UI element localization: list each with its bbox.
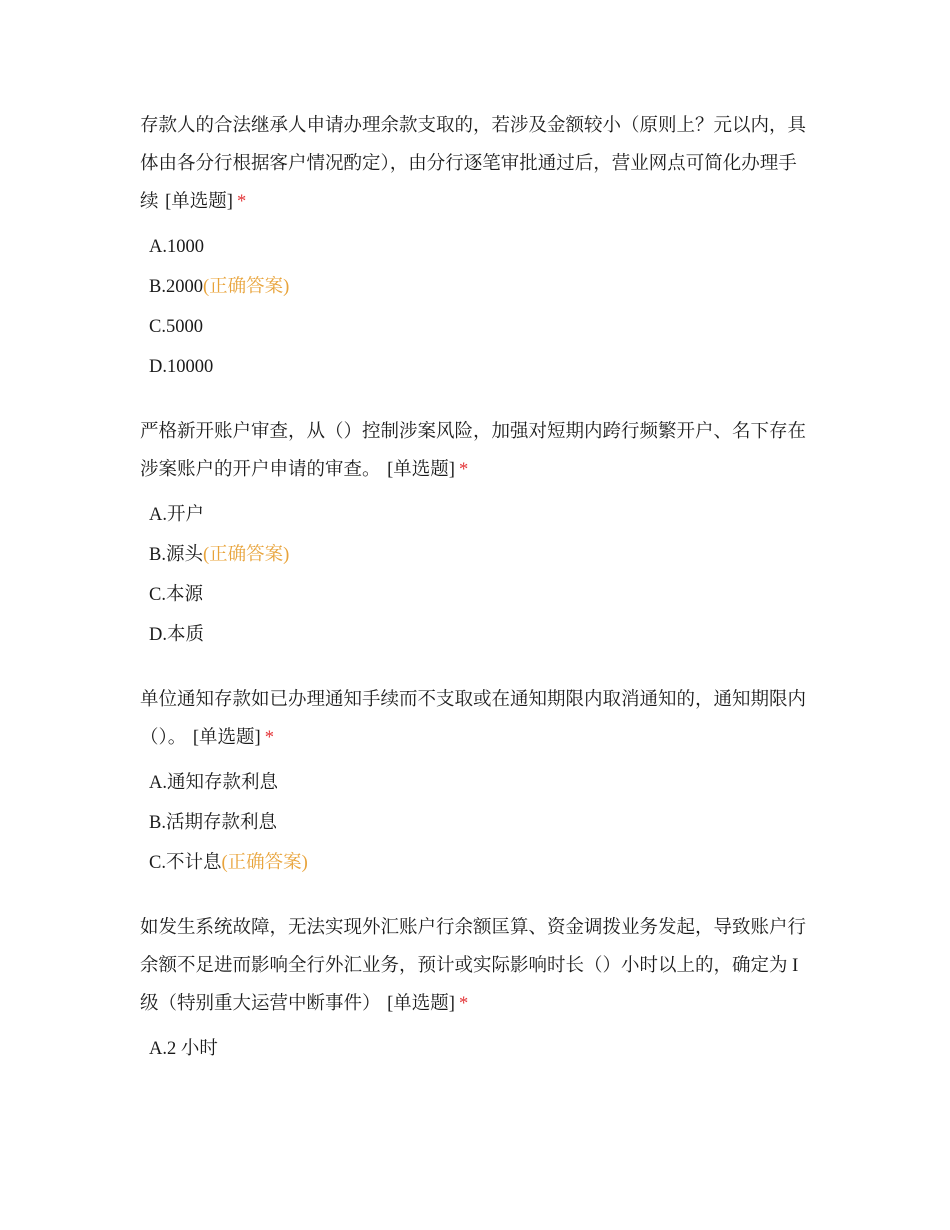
option-label: B.2000	[149, 277, 203, 297]
question-text	[140, 681, 812, 757]
option-b[interactable]	[149, 535, 812, 575]
question-type-label: [单选题]	[165, 192, 233, 212]
option-label: A.2 小时	[149, 1039, 218, 1059]
option-label: A.通知存款利息	[149, 773, 278, 793]
question-text	[140, 909, 812, 1023]
option-a[interactable]	[149, 495, 812, 535]
option-label: C.不计息	[149, 853, 222, 873]
option-a[interactable]	[149, 1029, 812, 1069]
option-a[interactable]	[149, 763, 812, 803]
option-label: C.本源	[149, 585, 203, 605]
option-c[interactable]	[149, 307, 812, 347]
question-4	[140, 909, 812, 1069]
question-type-label: [单选题]	[387, 994, 455, 1014]
option-label: B.源头	[149, 545, 203, 565]
question-text	[140, 413, 812, 489]
option-label: C.5000	[149, 317, 203, 337]
option-label: B.活期存款利息	[149, 813, 277, 833]
question-stem: 单位通知存款如已办理通知手续而不支取或在通知期限内取消通知的，通知期限内（）。	[140, 690, 807, 748]
option-list	[140, 1029, 812, 1069]
option-label: D.10000	[149, 357, 214, 377]
option-c[interactable]	[149, 843, 812, 883]
question-type-label: [单选题]	[192, 728, 261, 748]
option-list	[140, 227, 812, 387]
option-list	[140, 495, 812, 655]
option-label: A.开户	[149, 505, 204, 525]
correct-answer-tag: (正确答案)	[221, 853, 308, 873]
required-mark: *	[236, 192, 247, 212]
required-mark: *	[264, 728, 274, 748]
option-list	[140, 763, 812, 883]
required-mark: *	[458, 994, 469, 1014]
option-label: A.1000	[149, 237, 204, 257]
question-type-label: [单选题]	[387, 460, 455, 480]
required-mark: *	[458, 460, 469, 480]
option-b[interactable]	[149, 803, 812, 843]
question-text	[140, 107, 812, 221]
option-b[interactable]	[149, 267, 812, 307]
question-stem: 存款人的合法继承人申请办理余款支取的，若涉及金额较小（原则上？元以内，具体由各分行根据客户情况酌定），由分行逐笔审批通过后，营业网点可简化办理手续	[140, 116, 807, 212]
option-d[interactable]	[149, 347, 812, 387]
question-3	[140, 681, 812, 883]
option-d[interactable]	[149, 615, 812, 655]
quiz-document	[140, 107, 812, 1095]
correct-answer-tag: (正确答案)	[202, 277, 290, 297]
question-stem: 严格新开账户审查，从（）控制涉案风险，加强对短期内跨行频繁开户、名下存在涉案账户的开户申请的审查。	[140, 422, 807, 480]
option-c[interactable]	[149, 575, 812, 615]
option-label: D.本质	[149, 625, 204, 645]
option-a[interactable]	[149, 227, 812, 267]
question-2	[140, 413, 812, 655]
correct-answer-tag: (正确答案)	[202, 545, 290, 565]
question-1	[140, 107, 812, 387]
question-stem: 如发生系统故障，无法实现外汇账户行余额匡算、资金调拨业务发起，导致账户行余额不足进而影响全行外汇业务，预计或实际影响时长（）小时以上的，确定为 I 级（特别重大运营中断事件）	[140, 918, 807, 1014]
